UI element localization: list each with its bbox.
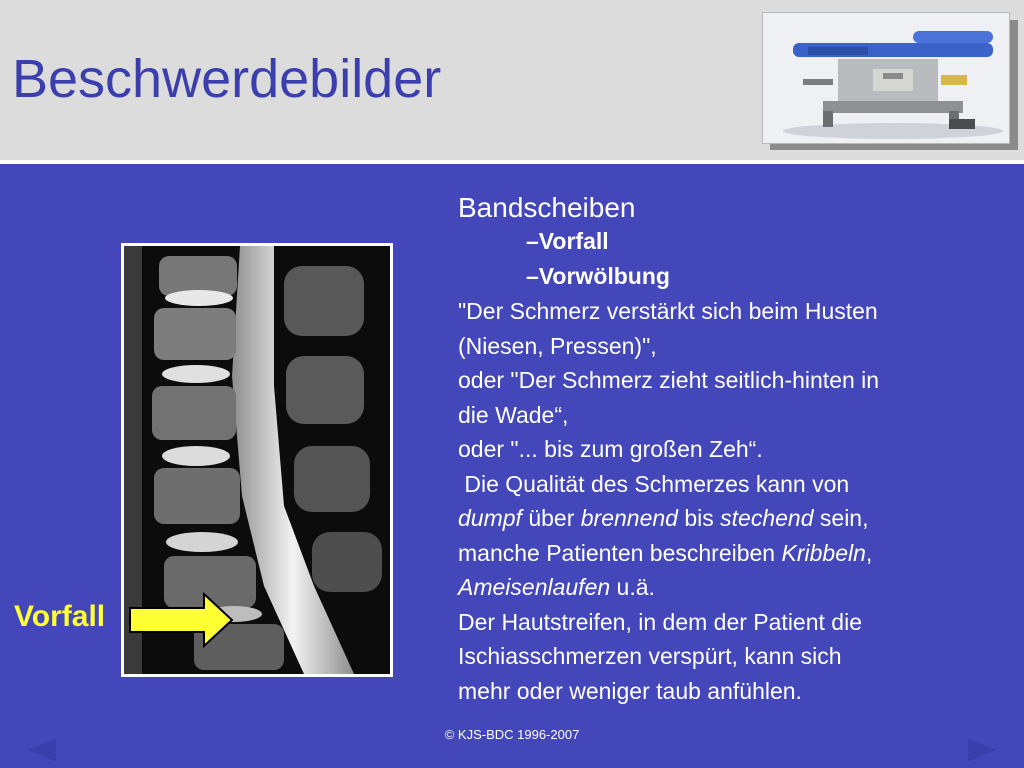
text-line — [458, 536, 1018, 571]
content-text — [458, 190, 1018, 708]
text-fragment: manche Patienten beschreiben — [458, 539, 782, 566]
sub-item-label: Vorfall — [538, 228, 609, 254]
dash: – — [526, 228, 539, 254]
text-fragment: u.ä. — [610, 574, 655, 600]
text-line: (Niesen, Pressen)", — [458, 332, 657, 359]
text-line — [458, 501, 1018, 536]
text-line: oder "... bis zum großen Zeh“. — [458, 436, 763, 462]
dash: – — [526, 263, 539, 289]
text-line: Ischiasschmerzen verspürt, kann sich — [458, 643, 842, 669]
term-stechend: stechend — [720, 505, 814, 531]
header-divider — [0, 160, 1024, 164]
text-line: die Wade“, — [458, 401, 569, 428]
sub-item-vorwoelbung — [458, 259, 1018, 294]
text-line: mehr oder weniger taub anfühlen. — [458, 677, 802, 704]
triangle-left-icon[interactable] — [26, 736, 58, 764]
term-kribbeln: Kribbeln — [781, 539, 866, 566]
text-fragment: , — [865, 539, 873, 566]
sub-item-vorfall — [458, 224, 1018, 259]
treatment-table-photo — [762, 12, 1010, 144]
text-line: "Der Schmerz verstärkt sich beim Husten — [458, 298, 878, 324]
text-fragment: bis — [677, 505, 721, 531]
vorfall-callout-label: Vorfall — [14, 600, 106, 633]
text-fragment: über — [521, 505, 581, 531]
text-line: oder "Der Schmerz zieht seitlich-hinten in — [458, 367, 880, 393]
term-brennend: brennend — [580, 505, 678, 531]
slide-title: Beschwerdebilder — [12, 49, 442, 109]
copyright-footer: © KJS-BDC 1996-2007 — [444, 727, 580, 742]
text-fragment: sein, — [813, 505, 869, 531]
yellow-arrow-icon — [128, 590, 238, 650]
section-heading: Bandscheiben — [458, 192, 636, 223]
term-ameisenlaufen: Ameisenlaufen — [458, 574, 611, 600]
text-line: Die Qualität des Schmerzes kann von — [458, 470, 850, 497]
sub-item-label: Vorwölbung — [538, 263, 670, 289]
triangle-right-icon[interactable] — [966, 736, 998, 764]
text-line — [458, 570, 1018, 605]
term-dumpf: dumpf — [458, 505, 522, 531]
text-line: Der Hautstreifen, in dem der Patient die — [458, 608, 862, 635]
